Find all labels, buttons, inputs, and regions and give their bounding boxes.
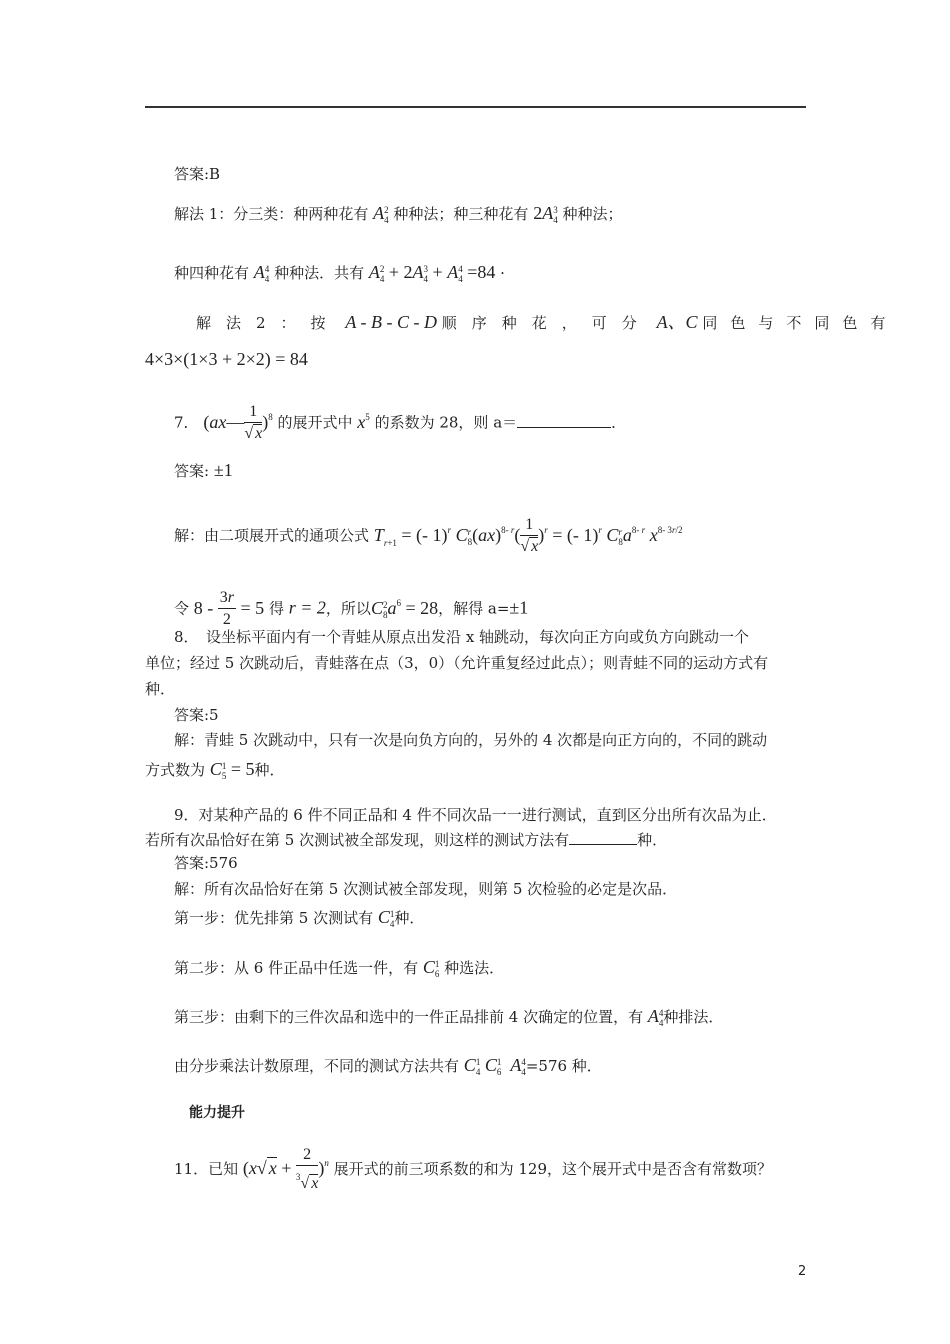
step-2 bbox=[174, 957, 504, 979]
question-11 bbox=[174, 1145, 772, 1195]
question-9-line-1: 9．对某种产品的 6 件不同正品和 4 件不同次品一一进行测试，直到区分出所有次品为止． bbox=[174, 806, 777, 824]
question-9-text-a: 若所有次品恰好在第 5 次测试被全部发现，则这样的测试方法有 bbox=[145, 831, 570, 849]
step-3 bbox=[174, 1006, 723, 1028]
solution-8-line-1: 解：青蛙 5 次跳动中，只有一次是向负方向的，另外的 4 次都是向正方向的，不同的跳动 bbox=[174, 731, 768, 749]
solution-7-eq5: = 5 bbox=[240, 597, 265, 618]
answer-8: 答案:5 bbox=[174, 706, 219, 724]
step-3-text-b: 种排法． bbox=[663, 1008, 724, 1026]
solution-8-value: = 5 bbox=[230, 759, 255, 779]
page-number: 2 bbox=[798, 1264, 807, 1279]
answer-7-label: 答案: bbox=[174, 462, 210, 480]
solution-2-ac: A、C bbox=[656, 312, 698, 332]
formula-c82a6: C 2 8 $a^6 = 28$ bbox=[370, 597, 439, 620]
answer-6: 答案:B bbox=[174, 165, 221, 183]
solution-2-label: 解法2：按 bbox=[196, 314, 341, 332]
question-7-mid: 的展开式中 bbox=[277, 413, 353, 432]
step-1 bbox=[174, 907, 424, 929]
solution-7-de: 得 bbox=[268, 599, 284, 618]
step-2-text-a: 第二步：从 6 件正品中任选一件，有 bbox=[174, 959, 419, 977]
solution-1-total: =84 bbox=[467, 262, 496, 282]
total-line bbox=[174, 1055, 602, 1077]
formula-A42: A 2 4 bbox=[373, 203, 389, 225]
solution-7-suoyi: ，所以 bbox=[325, 599, 371, 618]
question-8-line-2: 单位；经过 5 次跳动后，青蛙落在点（3，0）（允许重复经过此点）；则青蛙不同的运动方式有 bbox=[145, 654, 769, 672]
question-7 bbox=[174, 402, 626, 445]
solution-1-text-a: 解法 1：分三类：种两种花有 bbox=[174, 205, 369, 223]
formula-a44: A 4 4 bbox=[647, 1006, 664, 1028]
solution-1-text-c: 种种法； bbox=[562, 205, 623, 223]
solution-2-sequence: A - B - C - D bbox=[345, 312, 437, 332]
answer-blank-9[interactable] bbox=[569, 830, 637, 845]
question-9-line-2 bbox=[145, 830, 667, 850]
question-7-number: 7． bbox=[174, 413, 199, 432]
total-text-a: 由分步乘法计数原理，不同的测试方法共有 bbox=[174, 1057, 460, 1075]
solution-1-text-e: 种种法．共有 bbox=[274, 264, 365, 282]
step-1-text-a: 第一步：优先排第 5 次测试有 bbox=[174, 909, 374, 927]
solution-7-ling: 令 bbox=[174, 599, 190, 618]
formula-c51: C 1 5 = 5 bbox=[209, 759, 255, 781]
solution-8-text-a: 方式数为 bbox=[145, 761, 206, 779]
solution-7-jiede: ，解得 a= bbox=[438, 599, 510, 618]
answer-9: 答案:576 bbox=[174, 854, 238, 872]
formula-sum: A 2 4 + 2A 3 4 + A 4 4 =84 bbox=[368, 262, 496, 284]
question-8-line-1: 8． 设坐标平面内有一个青蛙从原点出发沿 x 轴跳动，每次向正方向或负方向跳动一个 bbox=[174, 628, 750, 646]
solution-7-r: r = 2 bbox=[288, 597, 326, 618]
solution-1-text-b: 种种法；种三种花有 bbox=[393, 205, 529, 223]
answer-blank-7[interactable] bbox=[517, 413, 611, 428]
question-11-rest: 展开式的前三项系数的和为 129，这个展开式中是否含有常数项？ bbox=[333, 1160, 772, 1179]
formula-binomial-7: (ax— $\frac{1}{√ x}$ )$^8$ bbox=[203, 403, 273, 442]
solution-7-value: ±1 bbox=[509, 597, 529, 618]
step-1-text-b: 种． bbox=[394, 909, 425, 927]
question-9-text-b: 种． bbox=[637, 831, 668, 849]
formula-2A43: 2A 3 4 bbox=[533, 203, 558, 225]
solution-7-line-2 bbox=[174, 588, 528, 631]
solution-8-line-2 bbox=[145, 759, 284, 781]
question-11-number: 11．已知 bbox=[174, 1160, 239, 1179]
formula-exponent-eq: 8 - $\frac{3r}{2}$ = 5 bbox=[193, 589, 265, 628]
formula-x5: $x^5$ bbox=[357, 411, 370, 432]
answer-7 bbox=[174, 460, 233, 481]
section-title: 能力提升 bbox=[189, 1105, 245, 1121]
solution-1-line-2: 种四种花有 A 4 4 种种法．共有 A 2 4 + 2A 3 4 + A 4 4 =84 · bbox=[174, 262, 505, 284]
solution-1-line-1 bbox=[174, 203, 622, 225]
solution-9-line-1: 解：所有次品恰好在第 5 次测试被全部发现，则第 5 次检验的必定是次品． bbox=[174, 880, 678, 898]
formula-c61: C 1 6 bbox=[422, 957, 440, 979]
solution-1-text-d: 种四种花有 bbox=[174, 264, 250, 282]
question-8-line-3: 种． bbox=[145, 680, 176, 698]
formula-c41: C 1 4 bbox=[377, 907, 395, 929]
solution-2-mid: 顺序种花，可分 bbox=[441, 314, 652, 332]
formula-A44: A 4 4 bbox=[253, 262, 270, 284]
total-text-b: =576 种． bbox=[525, 1057, 602, 1075]
step-3-text-a: 第三步：由剩下的三件次品和选中的一件正品排前 4 次确定的位置，有 bbox=[174, 1008, 644, 1026]
solution-2-formula: 4×3×(1×3 + 2×2) = 84 bbox=[145, 349, 308, 369]
solution-8-text-b: 种． bbox=[254, 761, 285, 779]
solution-2-end: 同色与不同色有 bbox=[702, 314, 899, 332]
question-7-end: 的系数为 28，则 a＝ bbox=[374, 413, 518, 432]
solution-7-line-1 bbox=[174, 515, 682, 558]
formula-binomial-11: (x√ x + $\frac{2}{^3√ x}$ )$^n$ bbox=[242, 1146, 329, 1192]
header-rule bbox=[145, 106, 806, 108]
solution-2-line-1 bbox=[196, 312, 898, 333]
answer-7-value: ±1 bbox=[213, 460, 233, 480]
formula-product: C 1 4 C 1 6 A 4 4 bbox=[463, 1055, 526, 1077]
step-2-text-b: 种选法． bbox=[444, 959, 505, 977]
solution-7-eq28: = 28 bbox=[405, 597, 439, 618]
formula-general-term: $T_{r+1}$ = (- 1)$^r$ C r 8 (ax)$^{8- r}$( $\frac{1}{√ x}$ )$^r$ = (- 1)$^r$ C r 8 $a^{8- r}$ $x^{8- 3r/2}$ bbox=[373, 516, 683, 555]
solution-7-text: 解：由二项展开式的通项公式 bbox=[174, 526, 370, 545]
question-7-dot: ． bbox=[611, 413, 627, 432]
